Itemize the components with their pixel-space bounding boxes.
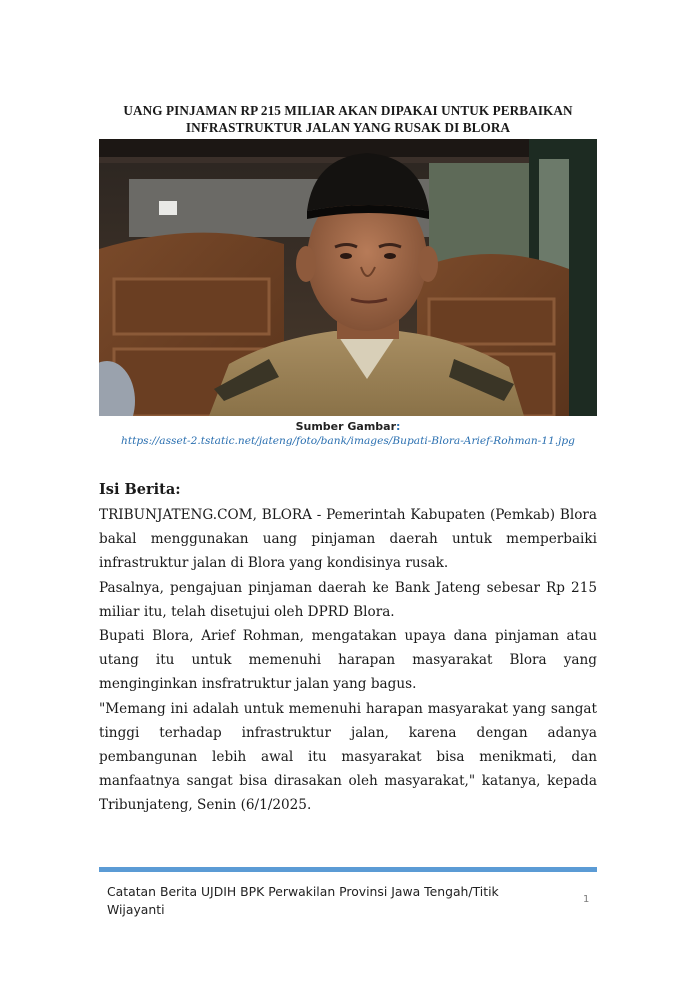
- footer-note: Catatan Berita UJDIH BPK Perwakilan Provinsi Jawa Tengah/Titik Wijayanti: [107, 884, 499, 917]
- article-title: UANG PINJAMAN RP 215 MILIAR AKAN DIPAKAI UNTUK PERBAIKAN INFRASTRUKTUR JALAN YANG RUSAK DI BLORA: [123, 103, 573, 135]
- paragraph: "Memang ini adalah untuk memenuhi harapan masyarakat yang sangat tinggi terhadap infrastruktur jalan, karena dengan adanya pembangunan lebih awal itu masyarakat bisa menikmati, dan manfaatnya sangat bisa dirasakan oleh masyarakat," katanya, kepada Tribunjateng, Senin (6/1/2025.: [99, 700, 597, 814]
- article-body: [99, 503, 597, 818]
- paragraph: Pasalnya, pengajuan pinjaman daerah ke Bank Jateng sebesar Rp 215 miliar itu, telah disetujui oleh DPRD Blora.: [99, 579, 597, 620]
- section-heading: Isi Berita:: [99, 481, 181, 498]
- footer-divider: [99, 867, 597, 872]
- caption-label: Sumber Gambar: [295, 420, 397, 433]
- image-caption: [99, 419, 597, 449]
- person-portrait-photo-icon: [99, 139, 597, 416]
- caption-colon: :: [396, 420, 401, 433]
- paragraph: Bupati Blora, Arief Rohman, mengatakan upaya dana pinjaman atau utang itu untuk memenuhi harapan masyarakat Blora yang menginginkan insfratruktur jalan yang bagus.: [99, 628, 597, 693]
- article-photo: [99, 139, 597, 416]
- image-source-link[interactable]: https://asset-2.tstatic.net/jateng/foto/bank/images/Bupati-Blora-Arief-Rohman-11.jpg: [121, 435, 575, 447]
- paragraph: TRIBUNJATENG.COM, BLORA - Pemerintah Kabupaten (Pemkab) Blora bakal menggunakan uang pinjaman daerah untuk memperbaiki infrastruktur jalan di Blora yang kondisinya rusak.: [99, 507, 597, 572]
- page-number: 1: [583, 894, 590, 905]
